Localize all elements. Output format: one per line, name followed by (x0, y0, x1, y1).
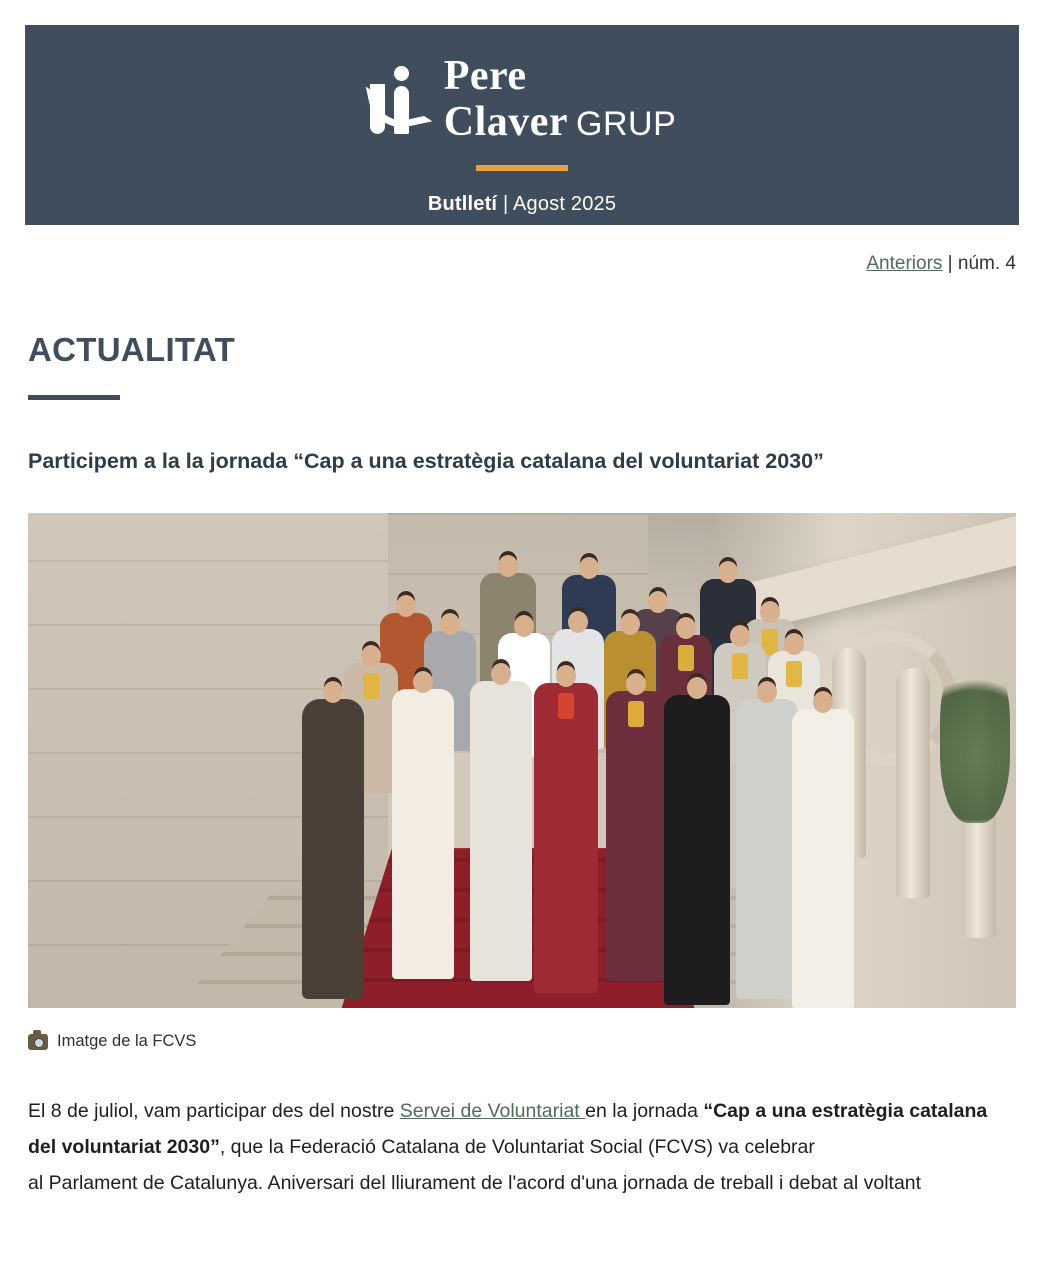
banner-subtitle (25, 193, 1019, 216)
issue-line (0, 253, 1016, 275)
pere-claver-logo-icon (368, 62, 426, 136)
newsletter-header-banner (25, 25, 1019, 225)
article-paragraph (28, 1093, 988, 1201)
paragraph-text-4: al Parlament de Catalunya. Aniversari del lliurament de l'acord d'una jornada de treball i debat al voltant (28, 1172, 922, 1195)
article-photo (28, 513, 1016, 1008)
issue-number: núm. 4 (957, 253, 1016, 274)
paragraph-text-2: en la jornada (585, 1100, 704, 1123)
paragraph-bold-title: “Cap a una estratègia catalana del voluntariat 2030” (28, 1100, 988, 1159)
brand-line-2: Claver (443, 99, 569, 145)
brand-line-1: Pere (443, 53, 527, 99)
banner-subtitle-date: | Agost 2025 (497, 193, 617, 215)
servei-voluntariat-link[interactable]: Servei de Voluntariat (399, 1100, 586, 1123)
section-underline (28, 395, 120, 400)
camera-icon (28, 1034, 48, 1050)
previous-issues-link[interactable]: Anteriors (866, 253, 943, 274)
actualitat-section (28, 331, 1016, 1201)
paragraph-text-1: El 8 de juliol, vam participar des del nostre (28, 1100, 400, 1123)
issue-separator: | (942, 253, 958, 274)
group-photo-illustration (28, 513, 1016, 1008)
photo-caption-text: Imatge de la FCVS (57, 1032, 197, 1051)
people-group (28, 513, 1016, 1008)
brand-lockup (25, 25, 1019, 143)
banner-accent-rule (476, 165, 568, 171)
banner-subtitle-bold: Butlletí (427, 193, 498, 215)
paragraph-text-3: , que la Federació Catalana de Voluntariat Social (FCVS) va celebrar (219, 1136, 815, 1159)
brand-suffix: GRUP (576, 105, 677, 143)
article-title: Participem a la la jornada “Cap a una estratègia catalana del voluntariat 2030” (28, 449, 824, 473)
photo-caption (28, 1032, 1016, 1051)
brand-wordmark (444, 55, 677, 143)
page-title: ACTUALITAT (28, 331, 236, 368)
